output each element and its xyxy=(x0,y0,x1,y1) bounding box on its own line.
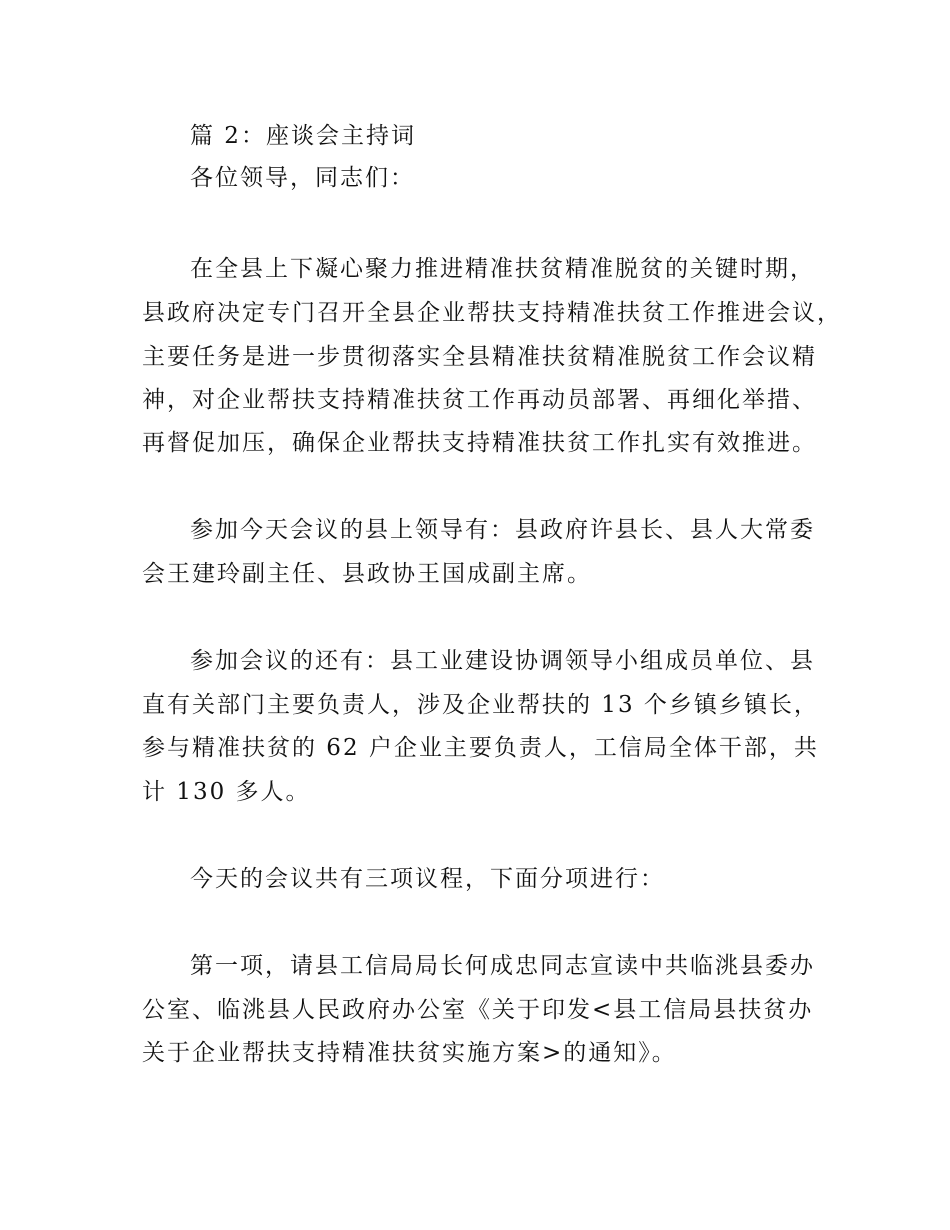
paragraph-line: 第一项，请县工信局局长何成忠同志宣读中共临洮县委办 xyxy=(190,953,815,979)
paragraph-line: 主要任务是进一步贯彻落实全县精准扶贫精准脱贫工作会议精 xyxy=(142,344,817,370)
paragraph-line: 神，对企业帮扶支持精准扶贫工作再动员部署、再细化举措、 xyxy=(142,387,817,413)
paragraph-line: 参加会议的还有：县工业建设协调领导小组成员单位、县 xyxy=(190,648,815,674)
document-heading: 篇 2：座谈会主持词 xyxy=(190,123,416,149)
paragraph-line: 公室、临洮县人民政府办公室《关于印发<县工信局县扶贫办 xyxy=(142,997,814,1023)
paragraph-line: 关于企业帮扶支持精准扶贫实施方案>的通知》。 xyxy=(142,1040,677,1066)
paragraph-line: 计 130 多人。 xyxy=(142,779,311,805)
paragraph-line: 今天的会议共有三项议程，下面分项进行： xyxy=(190,866,665,892)
salutation: 各位领导，同志们： xyxy=(190,165,415,191)
paragraph-line: 直有关部门主要负责人，涉及企业帮扶的 13 个乡镇乡镇长， xyxy=(142,692,819,718)
paragraph-line: 再督促加压，确保企业帮扶支持精准扶贫工作扎实有效推进。 xyxy=(142,430,817,456)
paragraph-line: 在全县上下凝心聚力推进精准扶贫精准脱贫的关键时期， xyxy=(190,256,815,282)
paragraph-line: 参与精准扶贫的 62 户企业主要负责人，工信局全体干部，共 xyxy=(142,735,819,761)
paragraph-line: 县政府决定专门召开全县企业帮扶支持精准扶贫工作推进会议， xyxy=(142,300,842,326)
paragraph-line: 参加今天会议的县上领导有：县政府许县长、县人大常委 xyxy=(190,517,815,543)
paragraph-line: 会王建玲副主任、县政协王国成副主席。 xyxy=(142,561,592,587)
